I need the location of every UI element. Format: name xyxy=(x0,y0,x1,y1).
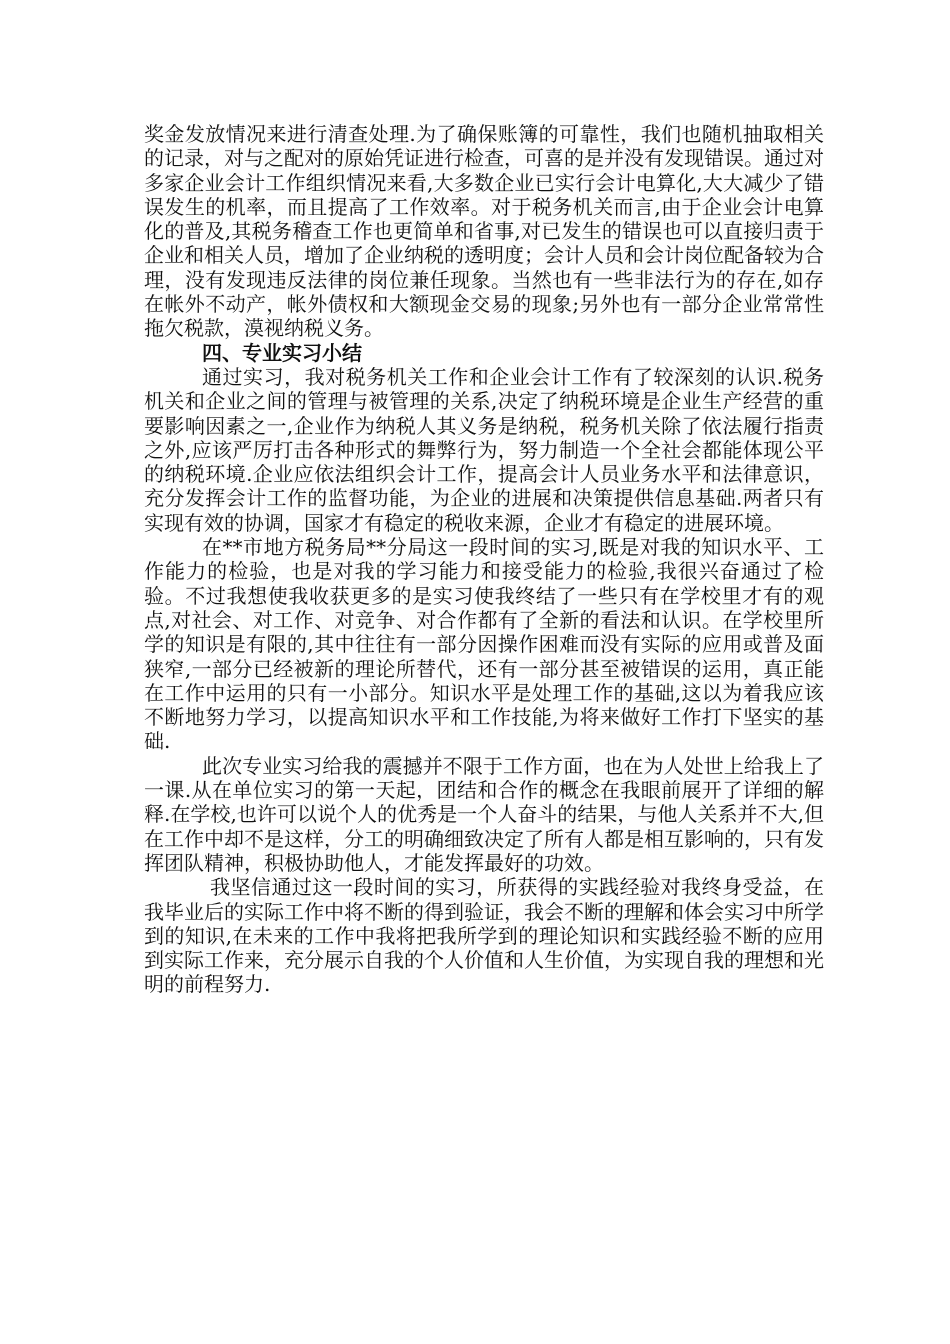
paragraph-4: 我坚信通过这一段时间的实习，所获得的实践经验对我终身受益，在我毕业后的实际工作中将不断的得到验证，我会不断的理解和体会实习中所学到的知识,在未来的工作中我将把我所学到的理论知识和实践经验不断的应用到实际工作来，充分展示自我的个人价值和人生价值，为实现自我的理想和光明的前程努力. xyxy=(144,875,824,997)
paragraph-2: 在**市地方税务局**分局这一段时间的实习,既是对我的知识水平、工作能力的检验，也是对我的学习能力和接受能力的检验,我很兴奋通过了检验。不过我想使我收获更多的是实习使我终结了一些只有在学校里才有的观点,对社会、对工作、对竞争、对合作都有了全新的看法和认识。在学校里所学的知识是有限的,其中往往有一部分因操作困难而没有实际的应用或普及面狭窄,一部分已经被新的理论所替代，还有一部分甚至被错误的运用，真正能在工作中运用的只有一小部分。知识水平是处理工作的基础,这以为着我应该不断地努力学习，以提高知识水平和工作技能,为将来做好工作打下坚实的基础. xyxy=(144,535,824,754)
paragraph-3: 此次专业实习给我的震撼并不限于工作方面，也在为人处世上给我上了一课.从在单位实习的第一天起，团结和合作的概念在我眼前展开了详细的解释.在学校,也许可以说个人的优秀是一个人奋斗的结果，与他人关系并不大,但在工作中却不是这样，分工的明确细致决定了所有人都是相互影响的，只有发挥团队精神，积极协助他人，才能发挥最好的功效。 xyxy=(144,753,824,875)
document-page xyxy=(144,122,824,997)
paragraph-continuation: 奖金发放情况来进行清查处理.为了确保账簿的可靠性，我们也随机抽取相关的记录，对与之配对的原始凭证进行检查，可喜的是并没有发现错误。通过对多家企业会计工作组织情况来看,大多数企业已实行会计电算化,大大减少了错误发生的机率，而且提高了工作效率。对于税务机关而言,由于企业会计电算化的普及,其税务稽查工作也更简单和省事,对已发生的错误也可以直接归责于企业和相关人员，增加了企业纳税的透明度；会计人员和会计岗位配备较为合理，没有发现违反法律的岗位兼任现象。当然也有一些非法行为的存在,如存在帐外不动产，帐外债权和大额现金交易的现象;另外也有一部分企业常常性拖欠税款，漠视纳税义务。 xyxy=(144,122,824,341)
section-heading: 四、专业实习小结 xyxy=(202,340,362,365)
paragraph-1: 通过实习，我对税务机关工作和企业会计工作有了较深刻的认识.税务机关和企业之间的管理与被管理的关系,决定了纳税环境是企业生产经营的重要影响因素之一,企业作为纳税人其义务是纳税，税务机关除了依法履行指责之外,应该严厉打击各种形式的舞弊行为，努力制造一个全社会都能体现公平的纳税环境.企业应依法组织会计工作，提高会计人员业务水平和法律意识，充分发挥会计工作的监督功能，为企业的进展和决策提供信息基础.两者只有实现有效的协调，国家才有稳定的税收来源，企业才有稳定的进展环境。 xyxy=(144,364,824,535)
